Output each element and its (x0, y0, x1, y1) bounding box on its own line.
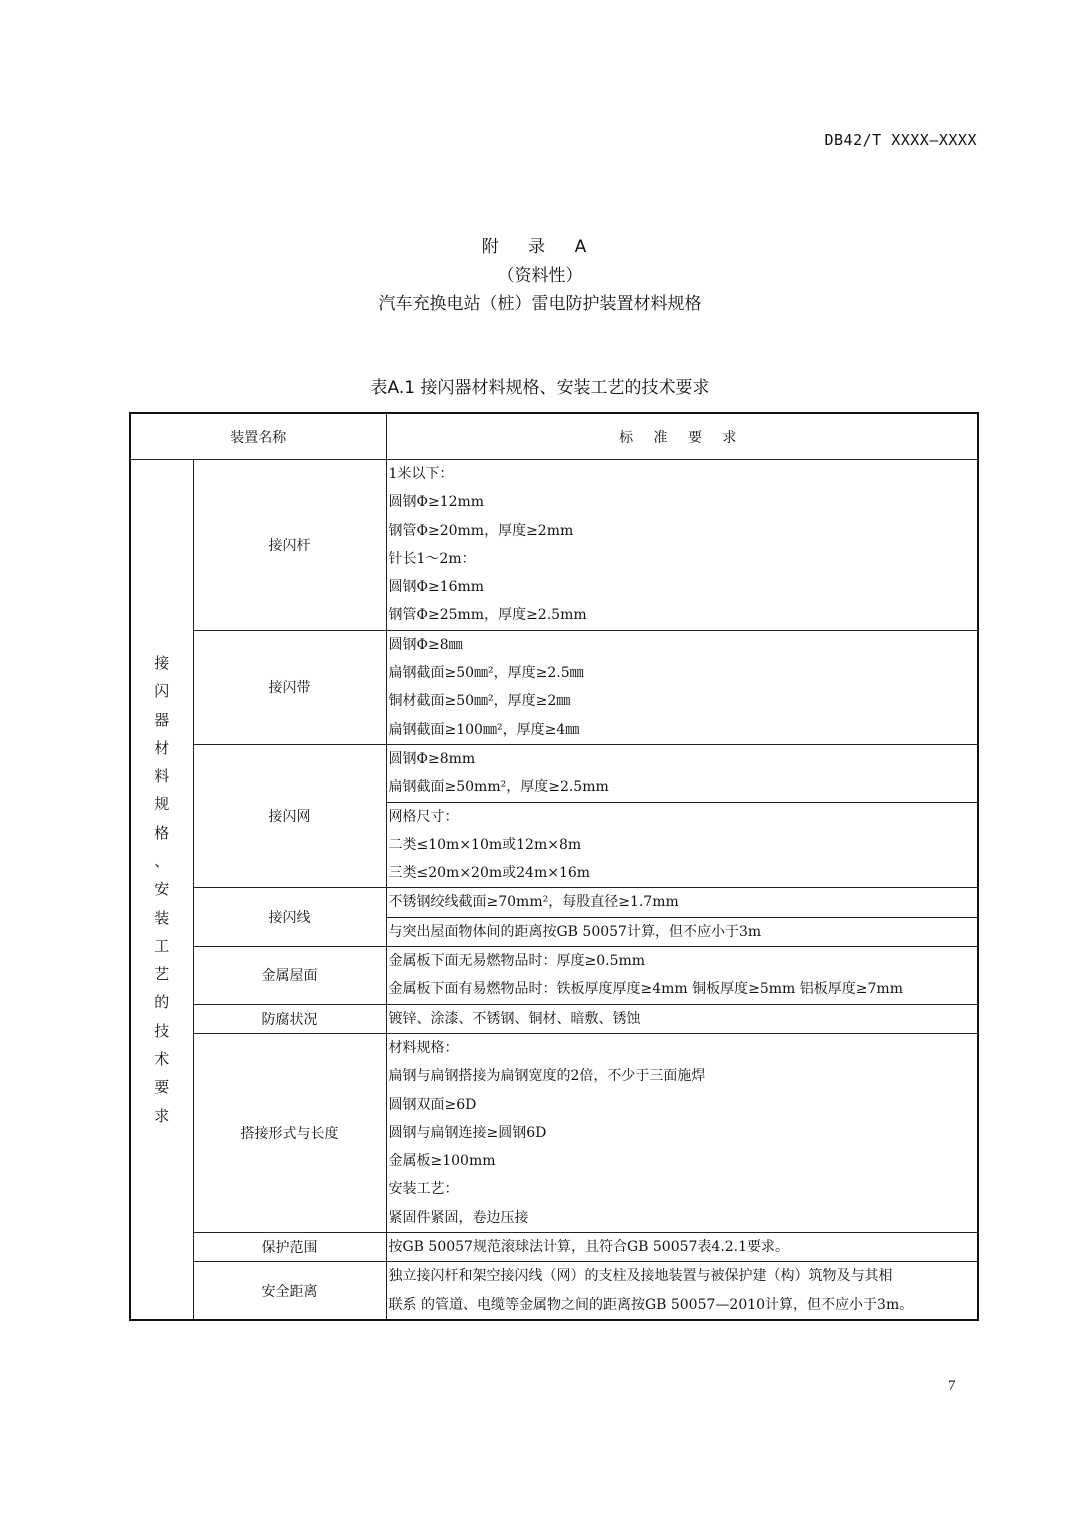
device-name-cell: 安全距离 (193, 1262, 386, 1320)
page-number: 7 (948, 1378, 956, 1394)
requirement-cell (386, 1233, 978, 1262)
category-char: 安 (154, 880, 170, 899)
table-row (130, 1004, 978, 1033)
requirement-line: 钢管Φ≥20mm，厚度≥2mm (388, 522, 574, 539)
table-row (130, 460, 978, 631)
requirement-line: 三类≤20m×20m或24m×16m (388, 865, 591, 882)
device-name-cell: 接闪线 (193, 888, 386, 947)
category-char: 、 (154, 852, 170, 870)
requirement-line: 联系 的管道、电缆等金属物之间的距离按GB 50057—2010计算，但不应小于3m。 (388, 1296, 914, 1313)
requirement-line: 扁钢截面≥100㎜²，厚度≥4㎜ (388, 721, 580, 738)
requirement-line: 扁钢与扁钢搭接为扁钢宽度的2倍，不少于三面施焊 (388, 1068, 706, 1085)
category-char: 求 (154, 1106, 170, 1125)
requirement-line: 圆钢双面≥6D (388, 1096, 477, 1113)
requirement-line: 材料规格： (388, 1039, 459, 1056)
requirement-line: 镀锌、涂漆、不锈钢、铜材、暗敷、锈蚀 (388, 1010, 641, 1027)
category-char: 艺 (154, 965, 170, 984)
requirement-line: 独立接闪杆和架空接闪线（网）的支柱及接地装置与被保护建（构）筑物及与其相 (388, 1268, 893, 1285)
device-name-cell: 接闪带 (193, 630, 386, 744)
requirement-cell (386, 802, 978, 888)
requirement-line: 二类≤10m×10m或12m×8m (388, 836, 582, 853)
requirement-line: 不锈钢绞线截面≥70mm²，每股直径≥1.7mm (388, 894, 679, 911)
requirement-line: 圆钢与扁钢连接≥圆钢6D (388, 1124, 547, 1141)
table-row (130, 1262, 978, 1320)
category-char: 器 (154, 710, 170, 729)
requirement-cell (386, 888, 978, 917)
device-name-cell: 防腐状况 (193, 1004, 386, 1033)
requirement-line: 圆钢Φ≥16mm (388, 579, 485, 596)
requirement-line: 扁钢截面≥50mm²，厚度≥2.5mm (388, 779, 609, 796)
category-char: 规 (154, 795, 170, 814)
requirement-cell (386, 947, 978, 1005)
table-row (130, 630, 978, 744)
document-code: DB42/T XXXX—XXXX (824, 131, 977, 149)
appendix-label: 附 录 A (481, 237, 599, 257)
spec-table (129, 412, 979, 1321)
requirement-line: 金属板下面有易燃物品时：铁板厚度厚度≥4mm 铜板厚度≥5mm 铝板厚度≥7mm (388, 981, 903, 998)
requirement-line: 扁钢截面≥50㎜²，厚度≥2.5㎜ (388, 665, 584, 682)
requirement-line: 针长1～2m： (388, 550, 476, 567)
device-name-cell: 接闪网 (193, 744, 386, 887)
category-char: 工 (154, 936, 170, 955)
requirement-cell (386, 630, 978, 744)
requirement-line: 与突出屋面物体间的距离按GB 50057计算，但不应小于3m (388, 923, 762, 940)
device-name-cell: 金属屋面 (193, 947, 386, 1005)
requirement-line: 金属板≥100mm (388, 1153, 496, 1170)
category-char: 闪 (154, 682, 170, 701)
category-char: 要 (154, 1078, 170, 1097)
table-title: 表A.1 接闪器材料规格、安装工艺的技术要求 (370, 378, 710, 398)
requirement-cell (386, 1004, 978, 1033)
header-requirement: 标 准 要 求 (386, 413, 978, 460)
document-title: 汽车充换电站（桩）雷电防护装置材料规格 (378, 294, 702, 314)
requirement-line: 钢管Φ≥25mm，厚度≥2.5mm (388, 607, 587, 624)
table-row (130, 1033, 978, 1232)
requirement-cell (386, 1262, 978, 1320)
device-name-cell: 保护范围 (193, 1233, 386, 1262)
requirement-line: 1米以下： (388, 466, 454, 482)
requirement-line: 铜材截面≥50㎜²，厚度≥2㎜ (388, 693, 571, 710)
table-row (130, 947, 978, 1005)
requirement-cell (386, 917, 978, 946)
table-row (130, 1233, 978, 1262)
device-name-cell: 搭接形式与长度 (193, 1033, 386, 1232)
appendix-nature: （资料性） (497, 266, 583, 286)
requirement-cell (386, 460, 978, 631)
requirement-line: 圆钢Φ≥12mm (388, 494, 485, 511)
table-row (130, 744, 978, 802)
header-device-name: 装置名称 (130, 413, 386, 460)
requirement-line: 网格尺寸： (388, 808, 459, 825)
category-char: 料 (154, 767, 170, 786)
requirement-cell (386, 1033, 978, 1232)
category-char: 格 (154, 823, 170, 842)
requirement-line: 金属板下面无易燃物品时：厚度≥0.5mm (388, 953, 646, 970)
category-char: 术 (154, 1050, 170, 1069)
requirement-cell (386, 744, 978, 802)
table-row (130, 888, 978, 917)
device-name-cell: 接闪杆 (193, 460, 386, 631)
category-char: 材 (154, 738, 170, 757)
requirement-line: 圆钢Φ≥8mm (388, 750, 476, 767)
requirement-line: 紧固件紧固，卷边压接 (388, 1209, 529, 1226)
category-char: 技 (154, 1021, 170, 1040)
category-char: 接 (154, 653, 170, 672)
table-header-row (130, 413, 978, 460)
requirement-line: 安装工艺： (388, 1181, 459, 1198)
category-char: 的 (154, 993, 170, 1012)
category-char: 装 (154, 908, 170, 927)
requirement-line: 按GB 50057规范滚球法计算，且符合GB 50057表4.2.1要求。 (388, 1239, 790, 1256)
category-cell (130, 460, 193, 1320)
requirement-line: 圆钢Φ≥8㎜ (388, 636, 463, 653)
